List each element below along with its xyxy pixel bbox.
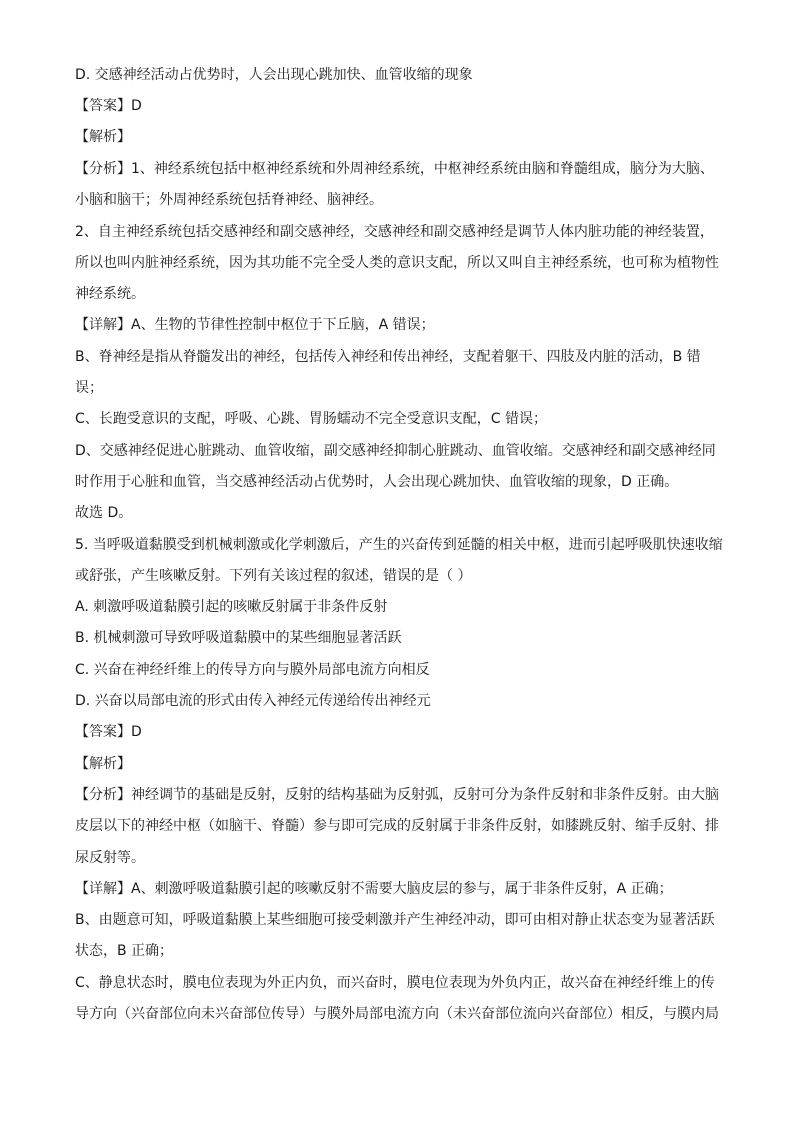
option-b: B. 机械刺激可导致呼吸道黏膜中的某些细胞显著活跃 [75, 630, 402, 646]
answer-label: 【答案】D [75, 724, 142, 740]
text-line: 导方向（兴奋部位向未兴奋部位传导）与膜外局部电流方向（未兴奋部位流向兴奋部位）相反，与膜内局 [75, 1006, 719, 1022]
option-d-line: D. 交感神经活动占优势时，人会出现心跳加快、血管收缩的现象 [75, 67, 473, 83]
option-c: C. 兴奋在神经纤维上的传导方向与膜外局部电流方向相反 [75, 662, 430, 678]
analysis-label: 【解析】 [75, 756, 131, 772]
question-stem: 或舒张，产生咳嗽反射。下列有关该过程的叙述，错误的是（ ） [75, 568, 472, 584]
question-stem: 5. 当呼吸道黏膜受到机械刺激或化学刺激后，产生的兴奋传到延髓的相关中枢，进而引起呼吸肌快速收缩 [75, 537, 723, 553]
text-line: 状态，B 正确； [75, 943, 174, 959]
text-line: B、脊神经是指从脊髓发出的神经，包括传入神经和传出神经，支配着躯干、四肢及内脏的活动，B 错 [75, 349, 701, 365]
text-line: 【分析】1、神经系统包括中枢神经系统和外周神经系统，中枢神经系统由脑和脊髓组成，脑分为大脑、 [75, 161, 714, 177]
text-line: 【详解】A、刺激呼吸道黏膜引起的咳嗽反射不需要大脑皮层的参与，属于非条件反射，A 正确； [75, 881, 673, 897]
analysis-label: 【解析】 [75, 129, 131, 145]
text-line: 2、自主神经系统包括交感神经和副交感神经，交感神经和副交感神经是调节人体内脏功能的神经装置， [75, 224, 714, 240]
text-line: 神经系统。 [75, 286, 145, 302]
text-line: 【详解】A、生物的节律性控制中枢位于下丘脑，A 错误； [75, 317, 435, 333]
text-line: B、由题意可知，呼吸道黏膜上某些细胞可接受刺激并产生神经冲动，即可由相对静止状态变为显著活跃 [75, 912, 715, 928]
answer-label: 【答案】D [75, 98, 142, 114]
text-line: 故选 D。 [75, 505, 133, 521]
text-line: 误； [75, 380, 103, 396]
text-line: 时作用于心脏和血管，当交感神经活动占优势时，人会出现心跳加快、血管收缩的现象，D 正确。 [75, 474, 679, 490]
text-line: 小脑和脑干；外周神经系统包括脊神经、脑神经。 [75, 192, 383, 208]
text-line: 所以也叫内脏神经系统，因为其功能不完全受人类的意识支配，所以又叫自主神经系统，也可称为植物性 [75, 255, 719, 271]
option-a: A. 刺激呼吸道黏膜引起的咳嗽反射属于非条件反射 [75, 599, 388, 615]
text-line: 皮层以下的神经中枢（如脑干、脊髓）参与即可完成的反射属于非条件反射，如膝跳反射、缩手反射、排 [75, 818, 719, 834]
text-line: 【分析】神经调节的基础是反射，反射的结构基础为反射弧，反射可分为条件反射和非条件反射。由大脑 [75, 787, 719, 803]
text-line: C、静息状态时，膜电位表现为外正内负，而兴奋时，膜电位表现为外负内正，故兴奋在神经纤维上的传 [75, 975, 715, 991]
text-line: 尿反射等。 [75, 850, 145, 866]
option-d: D. 兴奋以局部电流的形式由传入神经元传递给传出神经元 [75, 693, 431, 709]
text-line: D、交感神经促进心脏跳动、血管收缩，副交感神经抑制心脏跳动、血管收缩。交感神经和副交感神经同 [75, 443, 716, 459]
text-line: C、长跑受意识的支配，呼吸、心跳、胃肠蠕动不完全受意识支配，C 错误； [75, 411, 547, 427]
